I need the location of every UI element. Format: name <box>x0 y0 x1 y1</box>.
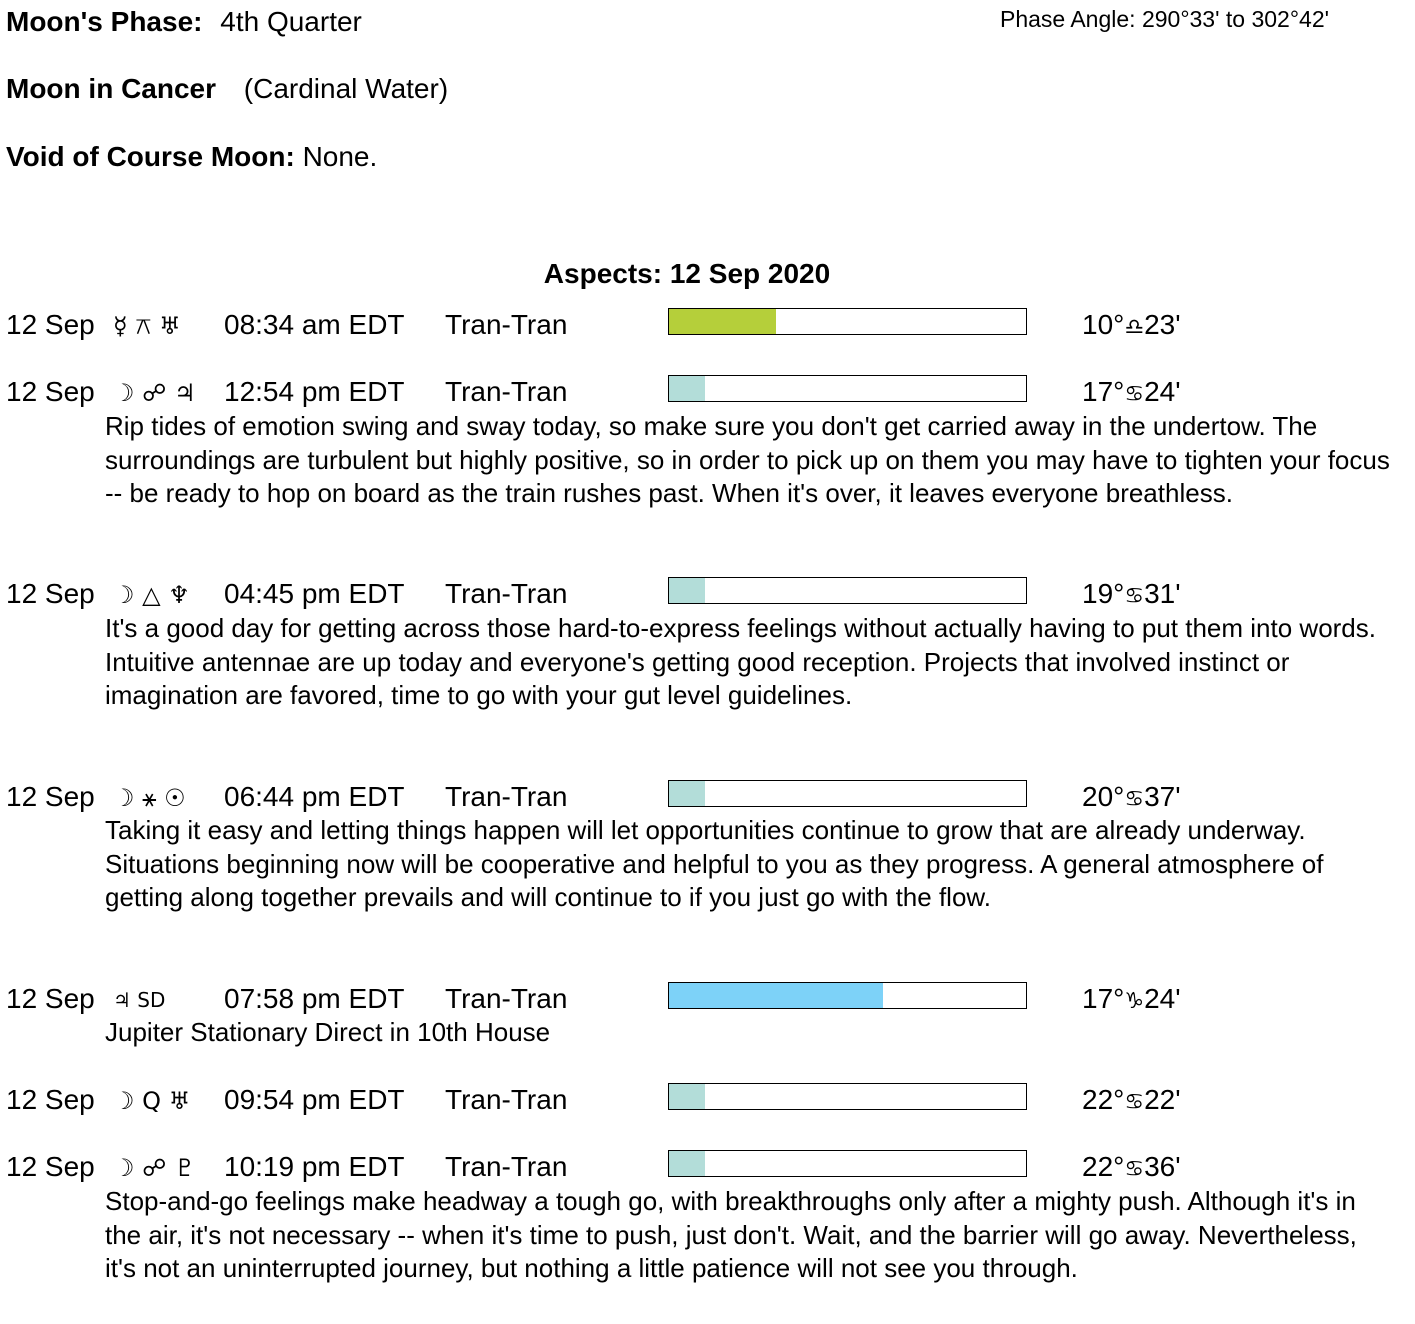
position-degree: 22° <box>1082 1151 1125 1182</box>
aspect-time: 10:19 pm EDT <box>224 1151 405 1182</box>
moon-phase-label: Moon's Phase: <box>6 6 203 37</box>
aspect-time: 09:54 pm EDT <box>224 1084 405 1115</box>
aspect-position <box>1082 1084 1181 1116</box>
moon-sign-line <box>6 73 448 105</box>
position-minutes: 23' <box>1144 309 1181 340</box>
strength-bar-fill <box>669 781 705 806</box>
aspect-position <box>1082 1151 1181 1183</box>
strength-bar-fill <box>669 1084 705 1109</box>
aspect-time: 07:58 pm EDT <box>224 983 405 1014</box>
strength-bar-fill <box>669 578 705 603</box>
aspect-type: Tran-Tran <box>445 1084 568 1115</box>
aspect-time: 12:54 pm EDT <box>224 376 405 407</box>
strength-bar-fill <box>669 983 883 1008</box>
aspect-description: Stop-and-go feelings make headway a tough go, with breakthroughs only after a mighty push. Although it's in the air, it's not necessary -- when it's time to push, just don't. Wait, and the barrier will go away. Nevertheless, it's not an uninterrupted journey, but nothing a little patience will not see you through. <box>105 1186 1357 1284</box>
aspect-row <box>0 309 1415 339</box>
strength-bar-fill <box>669 309 776 334</box>
strength-bar <box>668 1083 1027 1110</box>
aspect-type: Tran-Tran <box>445 309 568 340</box>
aspect-position <box>1082 376 1181 408</box>
aspect-date: 12 Sep <box>6 983 95 1014</box>
aspect-glyphs: ☽ Q ♅ <box>113 1087 191 1115</box>
zodiac-sign-icon: ♋ <box>1124 1090 1145 1115</box>
moon-phase-line <box>6 6 362 38</box>
aspect-date: 12 Sep <box>6 1151 95 1182</box>
aspect-time: 04:45 pm EDT <box>224 578 405 609</box>
strength-bar <box>668 780 1027 807</box>
aspect-date: 12 Sep <box>6 578 95 609</box>
position-minutes: 37' <box>1144 781 1181 812</box>
strength-bar <box>668 982 1027 1009</box>
zodiac-sign-icon: ♎ <box>1124 315 1145 340</box>
aspect-type: Tran-Tran <box>445 983 568 1014</box>
aspect-description: Rip tides of emotion swing and sway today, so make sure you don't get carried away in the undertow. The surroundings are turbulent but highly positive, so in order to pick up on them you may have to tighten your focus -- be ready to hop on board as the train rushes past. When it's over, it leaves everyone breathless. <box>105 411 1390 509</box>
aspect-glyphs: ☽ ☍ ♇ <box>113 1154 196 1182</box>
zodiac-sign-icon: ♋ <box>1124 382 1145 407</box>
strength-bar <box>668 577 1027 604</box>
aspect-row <box>0 983 1415 1013</box>
aspect-type: Tran-Tran <box>445 376 568 407</box>
aspect-position <box>1082 983 1181 1015</box>
strength-bar-fill <box>669 376 705 401</box>
position-minutes: 22' <box>1144 1084 1181 1115</box>
zodiac-sign-icon: ♋ <box>1124 1157 1145 1182</box>
zodiac-sign-icon: ♑ <box>1124 989 1145 1014</box>
position-minutes: 24' <box>1144 376 1181 407</box>
aspect-glyphs: ♃ SD <box>113 988 166 1012</box>
zodiac-sign-icon: ♋ <box>1124 584 1145 609</box>
position-degree: 22° <box>1082 1084 1125 1115</box>
aspects-title: Aspects: 12 Sep 2020 <box>543 258 831 289</box>
moon-sign-value: (Cardinal Water) <box>243 73 449 104</box>
aspect-date: 12 Sep <box>6 1084 95 1115</box>
aspect-time: 06:44 pm EDT <box>224 781 405 812</box>
strength-bar-fill <box>669 1151 705 1176</box>
position-degree: 17° <box>1082 983 1125 1014</box>
position-minutes: 36' <box>1144 1151 1181 1182</box>
zodiac-sign-icon: ♋ <box>1124 787 1145 812</box>
position-degree: 19° <box>1082 578 1125 609</box>
moon-sign-label: Moon in Cancer <box>6 73 217 104</box>
void-of-course-label: Void of Course Moon: <box>6 141 295 172</box>
aspect-date: 12 Sep <box>6 309 95 340</box>
aspect-position <box>1082 309 1181 341</box>
position-degree: 20° <box>1082 781 1125 812</box>
aspect-row <box>0 1084 1415 1114</box>
phase-angle: Phase Angle: 290°33' to 302°42' <box>1000 6 1329 32</box>
aspect-position <box>1082 781 1181 813</box>
aspect-glyphs: ☽ △ ♆ <box>113 581 190 609</box>
aspect-time: 08:34 am EDT <box>224 309 405 340</box>
aspect-glyphs: ☿ ⚻ ♅ <box>113 312 181 340</box>
aspect-glyphs: ☽ ⚹ ☉ <box>113 784 186 812</box>
aspect-type: Tran-Tran <box>445 781 568 812</box>
moon-phase-value: 4th Quarter <box>220 6 362 37</box>
strength-bar <box>668 375 1027 402</box>
aspect-date: 12 Sep <box>6 781 95 812</box>
aspect-row <box>0 781 1415 811</box>
position-degree: 10° <box>1082 309 1125 340</box>
aspect-row <box>0 1151 1415 1181</box>
aspect-description: Jupiter Stationary Direct in 10th House <box>105 1017 551 1047</box>
aspect-position <box>1082 578 1181 610</box>
position-degree: 17° <box>1082 376 1125 407</box>
strength-bar <box>668 1150 1027 1177</box>
aspect-row <box>0 578 1415 608</box>
aspect-type: Tran-Tran <box>445 1151 568 1182</box>
position-minutes: 24' <box>1144 983 1181 1014</box>
aspect-description: It's a good day for getting across those hard-to-express feelings without actually having to put them into words. Intuitive antennae are up today and everyone's getting good reception. Projects that involved instinct or imagination are favored, time to go with your gut level guidelines. <box>105 613 1376 711</box>
aspect-date: 12 Sep <box>6 376 95 407</box>
aspect-type: Tran-Tran <box>445 578 568 609</box>
aspect-description: Taking it easy and letting things happen will let opportunities continue to grow that are already underway. Situations beginning now will be cooperative and helpful to you as they progress. A general atmosphere of getting along together prevails and will continue to if you just go with the flow. <box>105 815 1324 913</box>
strength-bar <box>668 308 1027 335</box>
position-minutes: 31' <box>1144 578 1181 609</box>
void-of-course-line <box>6 141 377 173</box>
aspect-glyphs: ☽ ☍ ♃ <box>113 379 196 407</box>
aspect-row <box>0 376 1415 406</box>
void-of-course-value: None. <box>302 141 378 172</box>
